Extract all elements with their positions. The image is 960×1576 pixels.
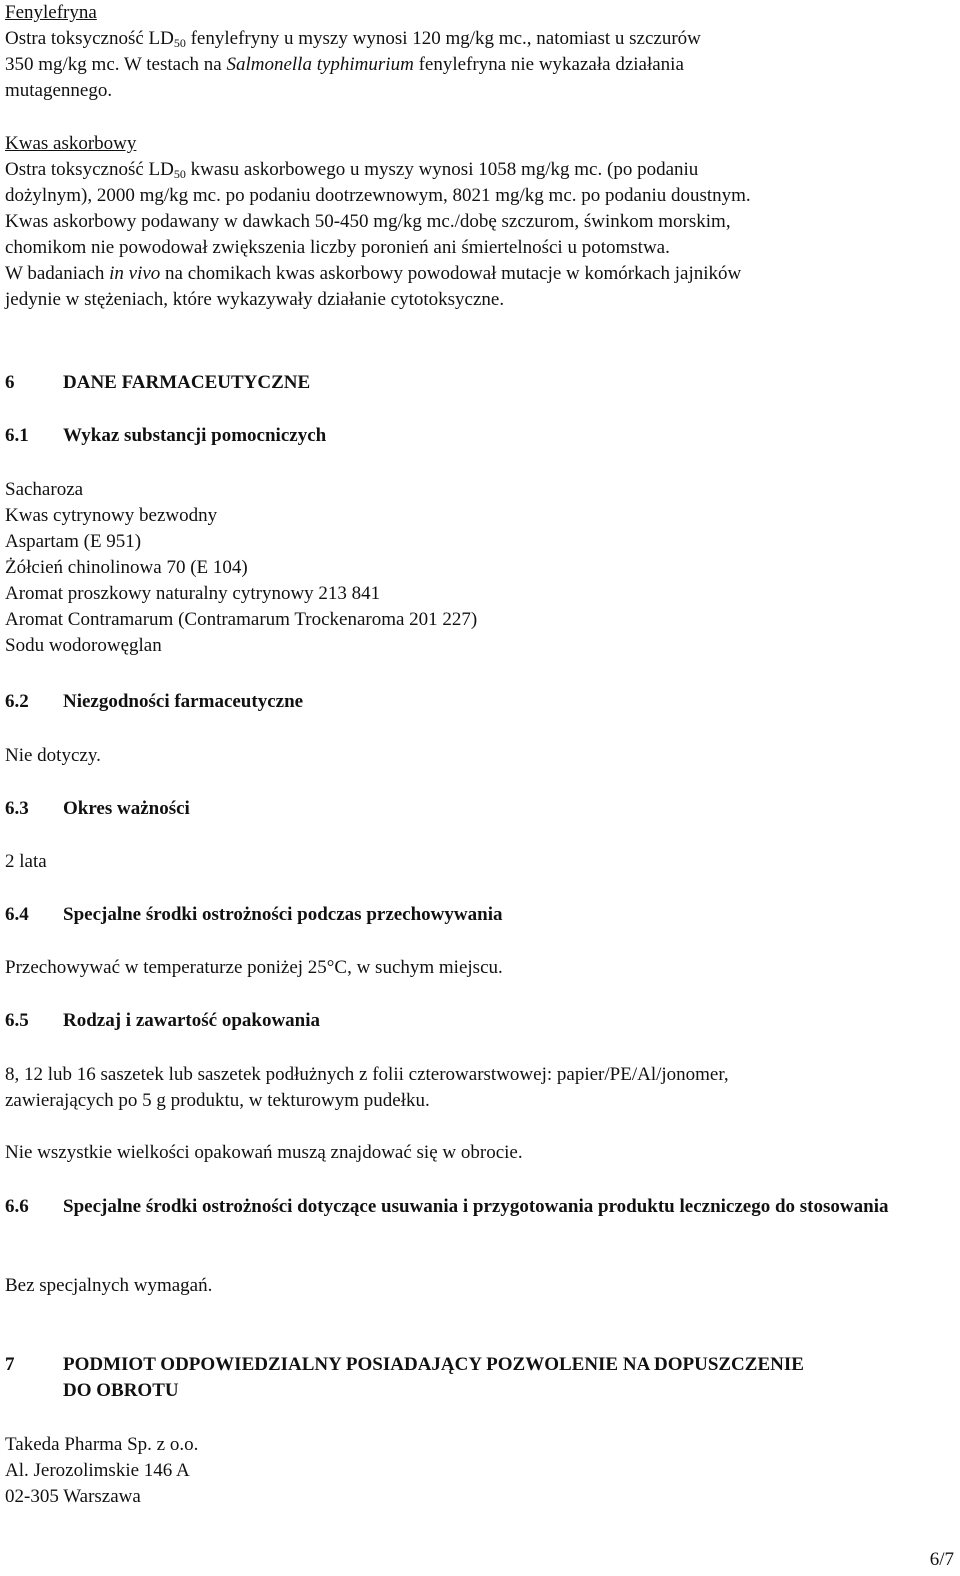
kwas-line-1: Ostra toksyczność $LD_{50}$ kwasu askorbowego u myszy wynosi 1058 mg/kg mc. (po podaniu [5, 159, 699, 181]
list-item: Aspartam (E 951) [5, 531, 142, 552]
marketing-authorization-holder-address [5, 1432, 955, 1510]
kwas-line-3: Kwas askorbowy podawany w dawkach 50-450 mg/kg mc./dobę szczurom, świnkom morskim, [5, 211, 731, 232]
address-line: Takeda Pharma Sp. z o.o. [5, 1434, 199, 1455]
packaging-line-1: 8, 12 lub 16 saszetek lub saszetek podłużnych z folii czterowarstwowej: papier/PE/Al/jonomer, [5, 1064, 729, 1085]
list-item: Sacharoza [5, 479, 84, 500]
address-line: Al. Jerozolimskie 146 A [5, 1460, 190, 1481]
section-6-4-text: Przechowywać w temperaturze poniżej 25°C, w suchym miejscu. [5, 957, 503, 978]
fenylefryna-section [5, 0, 955, 104]
packaging-note: Nie wszystkie wielkości opakowań muszą znajdować się w obrocie. [5, 1142, 523, 1163]
section-6-3-heading: 6.3 Okres ważności [5, 798, 190, 819]
section-6-2-heading: 6.2 Niezgodności farmaceutyczne [5, 691, 304, 712]
kwas-line-2: dożylnym), 2000 mg/kg mc. po podaniu dootrzewnowym, 8021 mg/kg mc. po podaniu doustnym. [5, 185, 751, 206]
kwas-line-5: W badaniach in vivo na chomikach kwas askorbowy powodował mutacje w komórkach jajników [5, 263, 742, 284]
section-6-5-text [5, 1062, 955, 1114]
list-item: Kwas cytrynowy bezwodny [5, 505, 218, 526]
section-6-4-heading: 6.4 Specjalne środki ostrożności podczas przechowywania [5, 904, 503, 925]
section-6-6-heading: 6.6 Specjalne środki ostrożności dotyczące usuwania i przygotowania produktu leczniczego do stosowania [5, 1196, 889, 1217]
list-item: Żółcień chinolinowa 70 (E 104) [5, 557, 248, 578]
address-line: 02-305 Warszawa [5, 1486, 141, 1507]
section-6-3-text: 2 lata [5, 851, 47, 872]
kwas-askorbowy-title: Kwas askorbowy [5, 133, 137, 154]
list-item: Sodu wodorowęglan [5, 635, 162, 656]
kwas-line-4: chomikom nie powodował zwiększenia liczby poronień ani śmiertelności u potomstwa. [5, 237, 670, 258]
list-item: Aromat Contramarum (Contramarum Trockenaroma 201 227) [5, 609, 478, 630]
list-item: Aromat proszkowy naturalny cytrynowy 213 841 [5, 583, 381, 604]
section-6-6-text: Bez specjalnych wymagań. [5, 1275, 213, 1296]
section-6-1-heading: 6.1 Wykaz substancji pomocniczych [5, 425, 327, 446]
section-6-5-heading: 6.5 Rodzaj i zawartość opakowania [5, 1010, 321, 1031]
section-7-heading: 7 PODMIOT ODPOWIEDZIALNY POSIADAJĄCY POZWOLENIE NA DOPUSZCZENIE DO OBROTU [5, 1354, 804, 1401]
section-6-heading: 6 DANE FARMACEUTYCZNE [5, 372, 311, 393]
packaging-line-2: zawierających po 5 g produktu, w tekturowym pudełku. [5, 1090, 430, 1111]
kwas-line-6: jedynie w stężeniach, które wykazywały działanie cytotoksyczne. [5, 289, 505, 310]
fenylefryna-line-1: Ostra toksyczność $LD_{50}$ fenylefryny u myszy wynosi 120 mg/kg mc., natomiast u szczurów [5, 28, 701, 50]
kwas-askorbowy-section [5, 131, 955, 313]
excipients-list [5, 477, 955, 659]
page-number: 6/7 [929, 1549, 954, 1570]
fenylefryna-title: Fenylefryna [5, 2, 97, 23]
section-6-2-text: Nie dotyczy. [5, 745, 101, 766]
fenylefryna-line-2: 350 mg/kg mc. W testach na Salmonella typhimurium fenylefryna nie wykazała działania [5, 54, 684, 75]
fenylefryna-line-3: mutagennego. [5, 80, 113, 101]
